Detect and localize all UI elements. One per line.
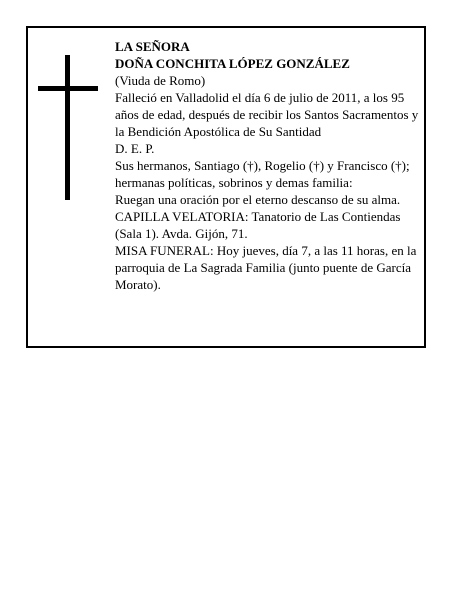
notice-heading: LA SEÑORA [115, 39, 190, 54]
death-announcement: Falleció en Valladolid el día 6 de julio de 2011, a los 95 años de edad, después de recibir los Santos Sacramentos y la Bendición Apostólica de Su Santidad [115, 90, 419, 139]
funeral-mass: MISA FUNERAL: Hoy jueves, día 7, a las 11 horas, en la parroquia de La Sagrada Familia (junto puente de García Morato). [115, 243, 417, 292]
prayer-request: Ruegan una oración por el eterno descanso de su alma. [115, 192, 401, 207]
family-list: Sus hermanos, Santiago (†), Rogelio (†) y Francisco (†); hermanas políticas, sobrinos y demas familia: [115, 158, 410, 190]
wake-location: CAPILLA VELATORIA: Tanatorio de Las Contiendas (Sala 1). Avda. Gijón, 71. [115, 209, 401, 241]
notice-text [115, 38, 420, 293]
deceased-subtitle: (Viuda de Romo) [115, 73, 206, 88]
cross-vertical-bar [65, 55, 70, 200]
cross-icon [38, 55, 98, 200]
cross-horizontal-bar [38, 86, 98, 91]
rest-in-peace: D. E. P. [115, 141, 155, 156]
deceased-name: DOÑA CONCHITA LÓPEZ GONZÁLEZ [115, 56, 350, 71]
obituary-notice [26, 26, 426, 348]
